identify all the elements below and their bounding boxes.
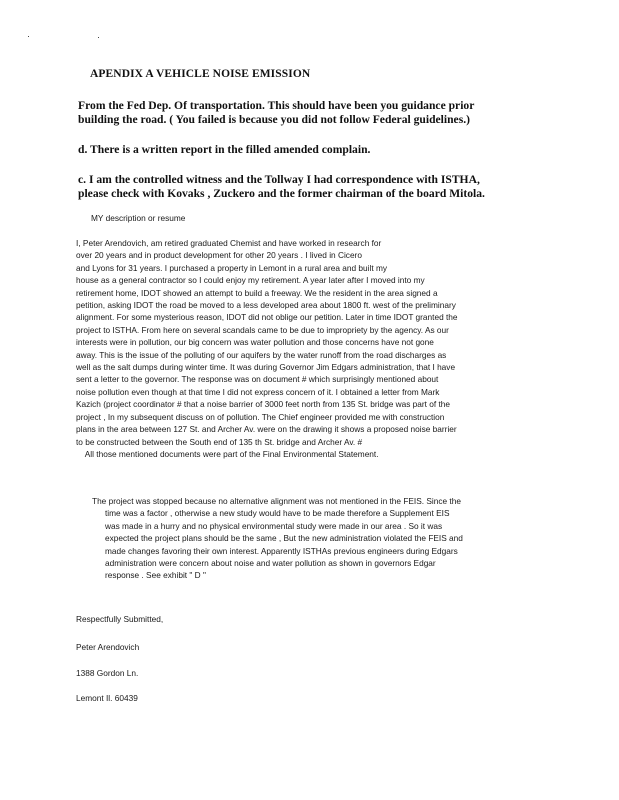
resume-line: interests were in pollution, our big concern was water pollution and those concerns have not gone <box>76 337 434 348</box>
scan-speck <box>98 37 99 38</box>
resume-line: project to ISTHA. From here on several scandals came to be due to impropriety by the agency. As our <box>76 324 449 335</box>
resume-line: house as a general contractor so I could enjoy my retirement. A year later after I moved into my <box>76 275 425 286</box>
resume-line: and Lyons for 31 years. I purchased a property in Lemont in a rural area and built my <box>76 262 387 273</box>
resume-line: plans in the area between 127 St. and Archer Av. were on the drawing it shows a proposed noise barrier <box>76 424 457 435</box>
description-heading: MY description or resume <box>91 213 186 223</box>
item-c-line-1: c. I am the controlled witness and the Tollway I had correspondence with ISTHA, <box>78 173 480 186</box>
resume-line: project , In my subsequent discuss on of pollution. The Chief engineer provided me with construction <box>76 411 445 422</box>
project-line: was made in a hurry and no physical environmental study were made in our area . So it was <box>105 520 443 531</box>
item-c-line-2: please check with Kovaks , Zuckero and the former chairman of the board Mitola. <box>78 187 485 200</box>
resume-line: petition, asking IDOT the road be moved to a less developed area about 1800 ft. west of the preliminary <box>76 300 456 311</box>
resume-line: to be constructed between the South end of 135 th St. bridge and Archer Av. # <box>76 436 363 447</box>
resume-line: alignment. For some mysterious reason, IDOT did not oblige our petition. Later in time IDOT granted the <box>76 312 458 323</box>
project-line: administration were concern about noise and water pollution as shown in governors Edgar <box>105 558 436 569</box>
appendix-title: APENDIX A VEHICLE NOISE EMISSION <box>90 68 311 80</box>
item-d: d. There is a written report in the filled amended complain. <box>78 143 371 156</box>
resume-paragraph <box>76 237 556 460</box>
project-line: expected the project plans should be the same , But the new administration violated the FEIS and <box>105 533 463 544</box>
project-line: time was a factor , otherwise a new study would have to be made therefore a Supplement EIS <box>105 508 450 519</box>
resume-line: away. This is the issue of the polluting of our aquifers by the water runoff from the road discharges as <box>76 349 447 360</box>
project-line: The project was stopped because no alternative alignment was not mentioned in the FEIS. Since the <box>92 496 461 506</box>
resume-line: retirement home, IDOT showed an attempt to build a freeway. We the resident in the area signed a <box>76 287 438 298</box>
resume-line: sent a letter to the governor. The response was on document # which surprisingly mentioned about <box>76 374 439 385</box>
resume-line: I, Peter Arendovich, am retired graduated Chemist and have worked in research for <box>76 238 382 248</box>
resume-line: over 20 years and in product development for other 20 years . I lived in Cicero <box>76 250 362 261</box>
resume-line: well as the salt dumps during winter time. It was during Governor Jim Edgars administration, that I have <box>76 362 456 373</box>
address-line-2: Lemont Il. 60439 <box>76 693 138 703</box>
intro-line-2: building the road. ( You failed is because you did not follow Federal guidelines.) <box>78 113 470 126</box>
signer-name: Peter Arendovich <box>76 642 140 652</box>
project-paragraph <box>92 495 552 582</box>
project-line: made changes favoring their own interest. Apparently ISTHAs previous engineers during Edgars <box>105 545 458 556</box>
intro-line-1: From the Fed Dep. Of transportation. This should have been you guidance prior <box>78 99 475 112</box>
resume-line: All those mentioned documents were part of the Final Environmental Statement. <box>76 448 379 459</box>
closing: Respectfully Submitted, <box>76 614 164 624</box>
scan-speck <box>28 36 29 37</box>
address-line-1: 1388 Gordon Ln. <box>76 668 139 678</box>
resume-line: Kazich (project coordinator # that a noise barrier of 3000 feet north from 135 St. bridge was part of the <box>76 399 451 410</box>
resume-line: noise pollution even though at that time I did not express concern of it. I obtained a letter from Mark <box>76 386 440 397</box>
project-line: response . See exhibit " D " <box>105 570 206 581</box>
